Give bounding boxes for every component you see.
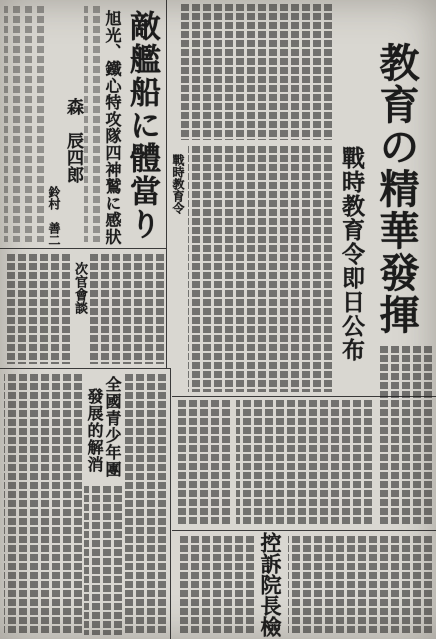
body-text-block <box>4 254 70 364</box>
body-text-block <box>4 374 82 635</box>
body-text-block <box>84 6 100 242</box>
column-rule <box>170 368 171 639</box>
body-text-block <box>4 6 44 242</box>
body-text-block <box>180 4 332 140</box>
body-text-block <box>288 536 432 635</box>
body-text-block <box>124 374 166 635</box>
special-attack-subheadline: 旭光、鐵心特攻隊四神鷲に感狀 <box>103 10 122 246</box>
body-text-block <box>378 346 432 526</box>
column-rule <box>0 368 170 369</box>
body-text-block <box>84 486 122 635</box>
education-subheadline: 戰時教育令即日公布 <box>338 146 365 362</box>
body-text-block <box>178 536 254 635</box>
special-attack-headline: 敵艦船に體當り <box>124 10 160 241</box>
body-text-block <box>236 400 372 526</box>
column-rule <box>0 248 166 249</box>
youth-section-label: 次官會談 <box>72 262 87 314</box>
education-headline: 教育の精華發揮 <box>373 42 420 336</box>
pilot-name: 鈴村 善二 <box>47 186 61 246</box>
body-text-block <box>188 146 332 392</box>
pilot-name: 森 辰四郎 <box>63 98 83 183</box>
education-section-label: 戰時教育令 <box>171 154 185 214</box>
youth-headline: 全國青少年團 <box>103 376 122 478</box>
body-text-block <box>176 400 230 526</box>
court-headline: 控訴院長檢 <box>258 532 283 637</box>
column-rule <box>172 530 436 531</box>
youth-subheadline: 發展的解消 <box>85 388 104 473</box>
column-rule <box>166 0 167 368</box>
body-text-block <box>90 254 164 364</box>
